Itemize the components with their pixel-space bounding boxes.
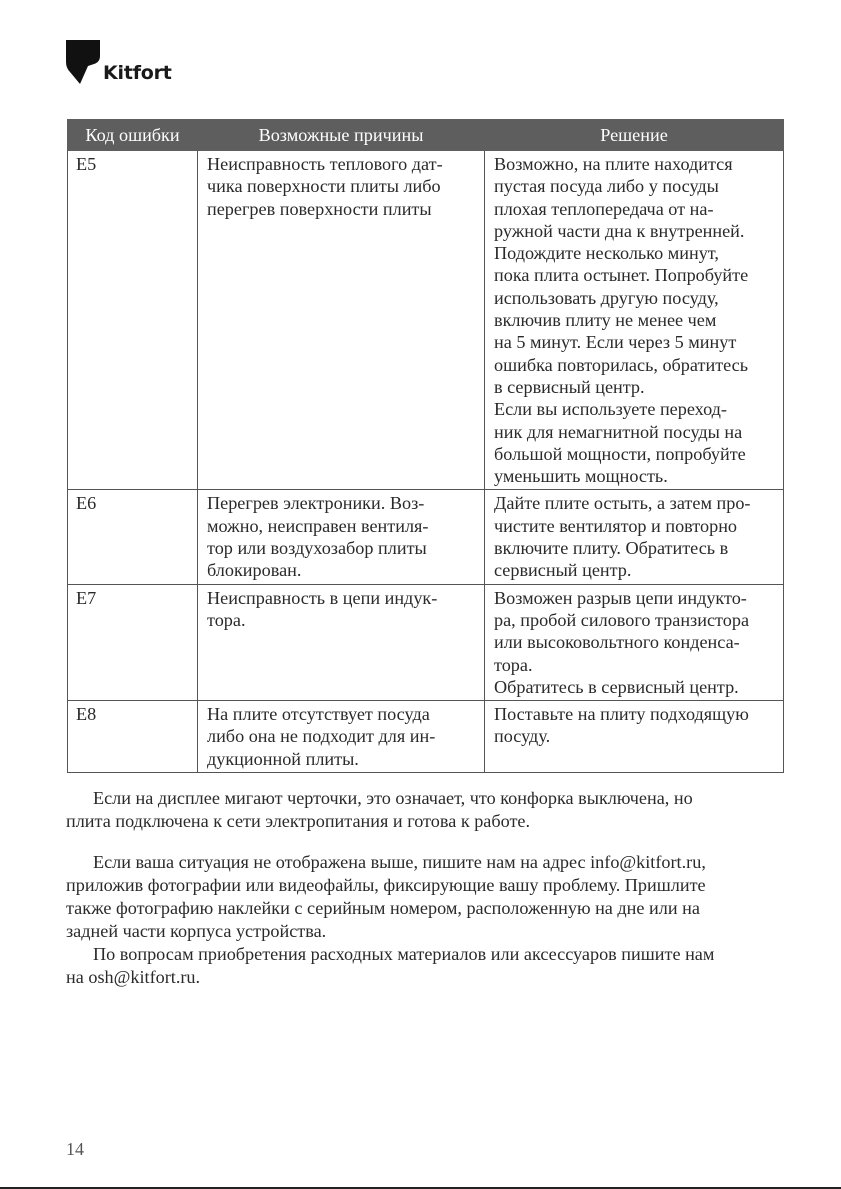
solution-line: сервисный центр. <box>494 560 632 581</box>
solution-line: посуду. <box>494 726 551 747</box>
cause-line: тора. <box>207 609 246 630</box>
solution-line: ружной части дна к внутренней. <box>494 220 745 241</box>
solution-line: плохая теплопередача от на- <box>494 198 714 219</box>
paragraph-line: также фотографию наклейки с серийным номером, расположенную на дне или на <box>66 898 700 918</box>
contact-note-paragraph <box>66 851 786 943</box>
table-row-e8 <box>68 701 784 773</box>
error-code-cell: E8 <box>68 701 198 773</box>
paragraph-line: Если ваша ситуация не отображена выше, пишите нам на адрес info@kitfort.ru, <box>93 852 706 872</box>
cause-line: Неисправность теплового дат- <box>207 154 443 174</box>
solution-line: Дайте плите остыть, а затем про- <box>494 493 751 514</box>
error-code-cell: E7 <box>68 584 198 700</box>
solution-line: в сервисный центр. <box>494 376 645 397</box>
logo-text: Kitfort <box>103 62 172 84</box>
cause-cell <box>198 584 485 700</box>
header-solution: Решение <box>485 120 784 151</box>
paragraph-line: задней части корпуса устройства. <box>66 921 327 941</box>
solution-line: или высоковольтного конденса- <box>494 632 740 653</box>
paragraph-line: приложив фотографии или видеофайлы, фиксирующие вашу проблему. Пришлите <box>66 875 706 895</box>
cause-line: чика поверхности плиты либо <box>207 176 441 197</box>
solution-line: использовать другую посуду, <box>494 287 719 308</box>
solution-line: Если вы используете переход- <box>494 399 727 420</box>
solution-line: ра, пробой силового транзистора <box>494 609 750 630</box>
solution-line: включите плиту. Обратитесь в <box>494 538 729 559</box>
cause-cell <box>198 151 485 490</box>
page-number: 14 <box>66 1139 84 1159</box>
solution-line: Обратитесь в сервисный центр. <box>494 676 739 697</box>
cause-line: На плите отсутствует посуда <box>207 704 430 725</box>
solution-line: включив плиту не менее чем <box>494 310 717 331</box>
solution-cell <box>485 701 784 773</box>
paragraph-line: Если на дисплее мигают черточки, это означает, что конфорка выключена, но <box>93 788 693 808</box>
cause-line: либо она не подходит для ин- <box>207 726 436 747</box>
solution-line: большой мощности, попробуйте <box>494 443 746 464</box>
solution-line: на 5 минут. Если через 5 минут <box>494 332 737 353</box>
cause-line: перегрев поверхности плиты <box>207 198 432 219</box>
solution-line: ошибка повторилась, обратитесь <box>494 354 749 375</box>
table-row-e6 <box>68 490 784 584</box>
solution-line: Возможно, на плите находится <box>494 154 733 174</box>
solution-cell <box>485 490 784 584</box>
error-code-cell: E6 <box>68 490 198 584</box>
cause-line: можно, неисправен вентиля- <box>207 515 429 536</box>
cause-line: Неисправность в цепи индук- <box>207 587 438 608</box>
table-row-e7 <box>68 584 784 700</box>
error-code-cell: E5 <box>68 151 198 490</box>
cause-line: тор или воздухозабор плиты <box>207 538 427 559</box>
solution-line: чистите вентилятор и повторно <box>494 515 738 536</box>
paragraph-line: плита подключена к сети электропитания и готова к работе. <box>66 811 531 831</box>
solution-line: Поставьте на плиту подходящую <box>494 704 749 725</box>
table-header-row <box>68 120 784 151</box>
cause-cell <box>198 701 485 773</box>
cause-line: Перегрев электроники. Воз- <box>207 493 425 514</box>
solution-line: ник для немагнитной посуды на <box>494 421 743 442</box>
cause-line: дукционной плиты. <box>207 748 359 769</box>
solution-cell <box>485 584 784 700</box>
solution-cell <box>485 151 784 490</box>
header-possible-causes: Возможные причины <box>198 120 485 151</box>
solution-line: Подождите несколько минут, <box>494 243 719 264</box>
solution-line: тора. <box>494 654 533 675</box>
table-row-e5 <box>68 151 784 490</box>
cause-line: блокирован. <box>207 560 302 581</box>
dashes-note-paragraph <box>66 787 786 833</box>
solution-line: пока плита остынет. Попробуйте <box>494 265 749 286</box>
purchase-note-paragraph <box>66 943 786 989</box>
cause-cell <box>198 490 485 584</box>
paragraph-line: на osh@kitfort.ru. <box>66 967 201 987</box>
solution-line: Возможен разрыв цепи индукто- <box>494 587 747 608</box>
solution-line: пустая посуда либо у посуды <box>494 176 719 197</box>
kitfort-logo-mark-icon <box>66 40 100 84</box>
solution-line: уменьшить мощность. <box>494 466 668 487</box>
kitfort-logo <box>66 40 172 84</box>
error-codes-table <box>67 119 784 773</box>
header-error-code: Код ошибки <box>68 120 198 151</box>
paragraph-line: По вопросам приобретения расходных материалов или аксессуаров пишите нам <box>93 944 715 964</box>
